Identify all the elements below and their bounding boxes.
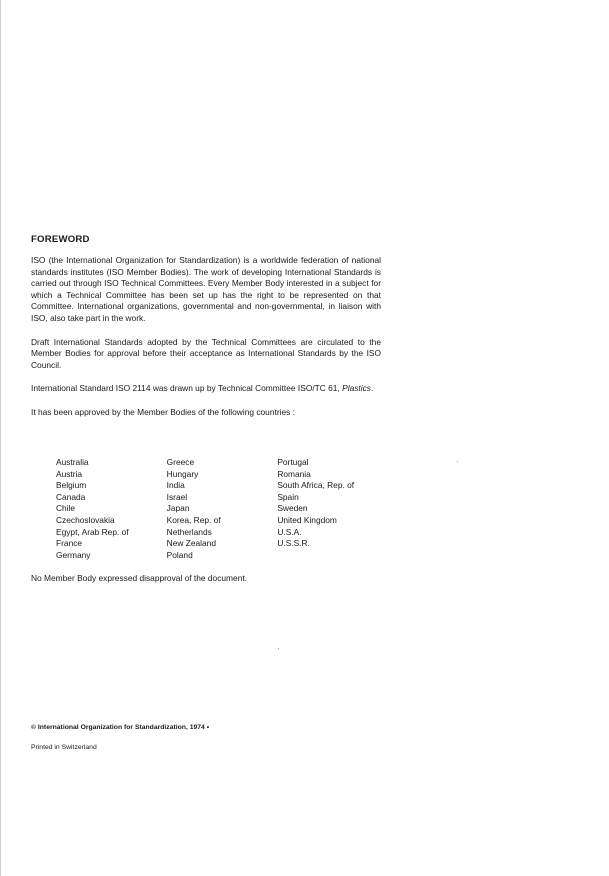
- country-item: Sweden: [277, 503, 308, 514]
- foreword-paragraph-standard: [31, 383, 381, 395]
- country-item: U.S.A.: [277, 526, 302, 537]
- country-item: Netherlands: [166, 526, 212, 537]
- country-item: Israel: [166, 491, 188, 502]
- country-item: Chile: [56, 503, 76, 514]
- page-edge: [0, 0, 1, 876]
- countries-column-3: [277, 457, 386, 561]
- country-item: Greece: [166, 457, 195, 467]
- country-item: Japan: [166, 503, 190, 514]
- scan-speck: [457, 461, 458, 462]
- disapproval-statement: No Member Body expressed disapproval of the document.: [31, 573, 248, 583]
- scan-speck: [278, 648, 279, 649]
- country-item: Spain: [277, 491, 299, 502]
- country-item: Egypt, Arab Rep. of: [56, 526, 129, 537]
- country-item: India: [166, 480, 185, 491]
- printed-in-notice: Printed in Switzerland: [31, 744, 97, 751]
- country-item: Belgium: [56, 480, 87, 491]
- country-item: Australia: [56, 457, 89, 467]
- country-item: Portugal: [277, 457, 309, 467]
- countries-column-1: [56, 457, 167, 561]
- foreword-paragraph-drafts: Draft International Standards adopted by the Technical Committees are circulated to the Member Bodies for approval before their acceptance as International Standards by the ISO Council.: [31, 336, 381, 370]
- member-countries-list: [56, 457, 386, 561]
- countries-column-2: [167, 457, 278, 561]
- country-item: Korea, Rep. of: [166, 514, 221, 525]
- country-item: Poland: [166, 549, 193, 560]
- country-item: United Kingdom: [277, 514, 337, 525]
- foreword-heading: FOREWORD: [31, 234, 90, 245]
- standard-sentence-prefix: International Standard ISO 2114 was drawn up by Technical Committee ISO/TC 61,: [31, 383, 343, 394]
- country-item: Czechoslovakia: [56, 514, 115, 525]
- foreword-paragraph-iso: ISO (the International Organization for Standardization) is a worldwide federation of national standards institutes (ISO Member Bodies). The work of developing International Standards is carried out through ISO Technical Committees. Every Member Body interested in a subject for which a Technical Committee has been set up has the right to be represented on that Committee. International organizations, governmental and non-governmental, in liaison with ISO, also take part in the work.: [31, 255, 381, 323]
- country-item: New Zealand: [166, 538, 217, 549]
- foreword-section: [31, 234, 381, 431]
- country-item: Austria: [56, 468, 83, 479]
- standard-subject: Plastics: [342, 383, 371, 394]
- approval-intro: It has been approved by the Member Bodies of the following countries :: [31, 406, 295, 417]
- country-item: Hungary: [166, 468, 199, 479]
- country-item: Canada: [56, 491, 86, 502]
- country-item: South Africa, Rep. of: [277, 480, 355, 491]
- country-item: Germany: [56, 549, 91, 560]
- country-item: U.S.S.R.: [277, 538, 310, 549]
- copyright-notice: © International Organization for Standardization, 1974 •: [31, 724, 210, 731]
- country-item: Romania: [277, 468, 311, 479]
- country-item: France: [56, 538, 83, 549]
- standard-sentence-suffix: .: [370, 383, 374, 394]
